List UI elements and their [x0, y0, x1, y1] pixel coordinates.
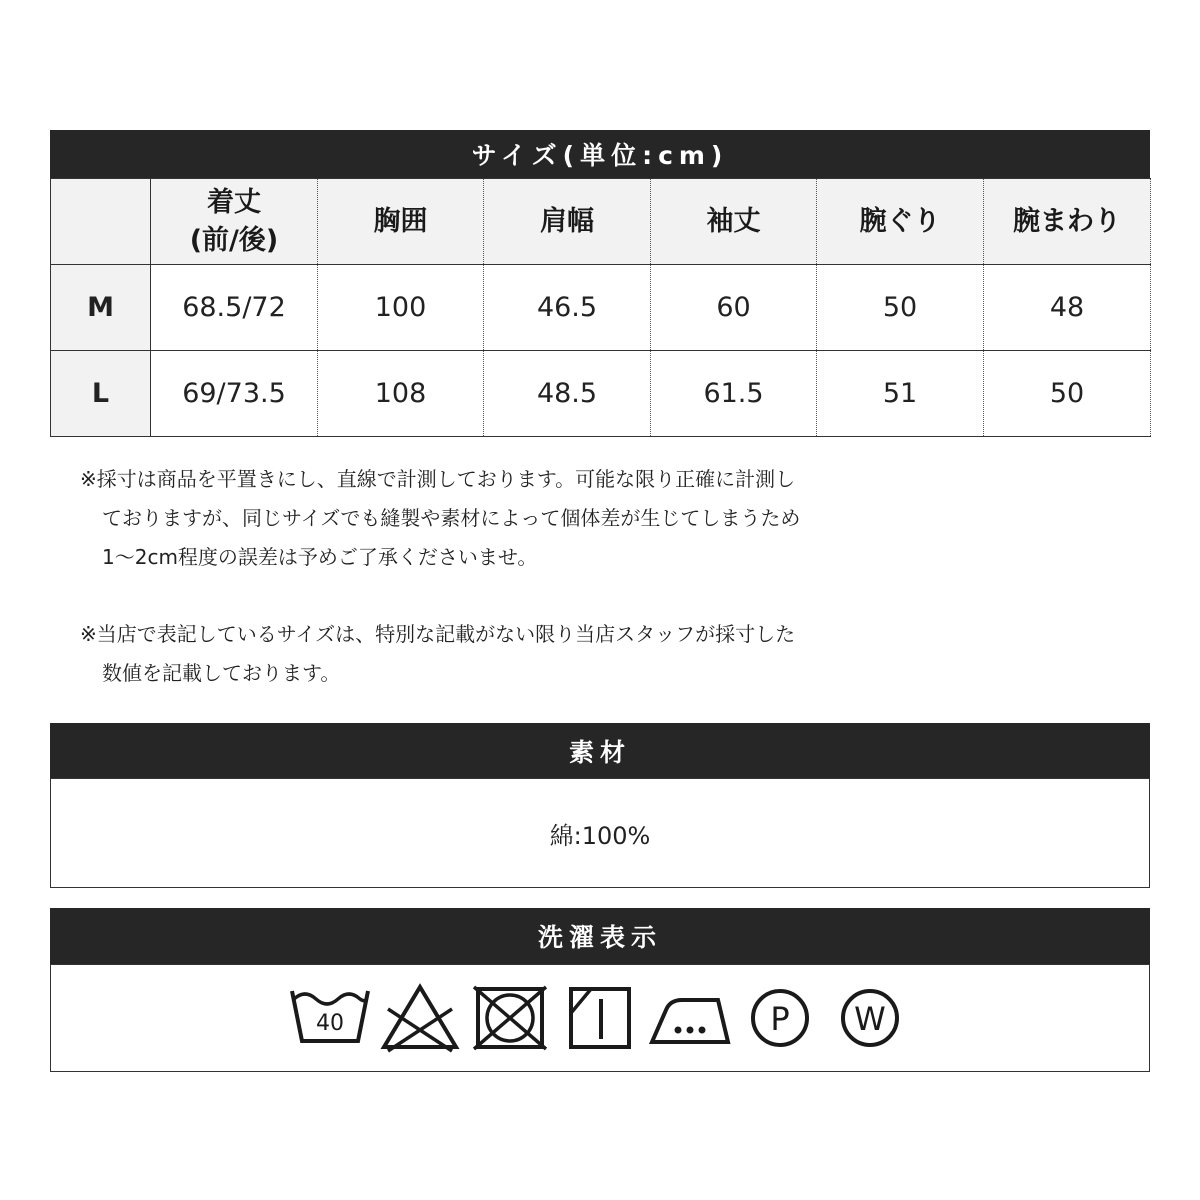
table-cell: 46.5 [484, 265, 651, 351]
table-row [51, 351, 1151, 437]
care-section-title [50, 908, 1150, 964]
column-header-line1: 胸囲 [373, 205, 428, 237]
care-title-text: 洗濯表示 [537, 923, 662, 952]
wet-clean-w-icon [825, 983, 915, 1053]
no-tumble-dry-icon [465, 983, 555, 1053]
table-cell: 51 [817, 351, 984, 437]
column-header-line1: 腕まわり [1013, 205, 1121, 237]
table-cell: 69/73.5 [151, 351, 318, 437]
column-header-line1: 袖丈 [706, 205, 761, 237]
column-header-shoulder [484, 179, 651, 265]
table-header-row [51, 179, 1151, 265]
table-corner-cell [51, 179, 151, 265]
note-line: 1〜2cm程度の誤差は予めご了承くださいませ。 [102, 545, 538, 569]
column-header-line1: 肩幅 [540, 205, 594, 237]
column-header-length [151, 179, 318, 265]
column-header-sleeve [651, 179, 817, 265]
wet-clean-letter: W [854, 1000, 886, 1038]
table-row [51, 265, 1151, 351]
wash-40-icon [285, 983, 375, 1053]
table-cell: 61.5 [651, 351, 817, 437]
table-cell: 60 [651, 265, 817, 351]
material-text: 綿:100% [549, 821, 651, 850]
line-dry-shade-icon [555, 983, 645, 1053]
note-line: ※採寸は商品を平置きにし、直線で計測しております。可能な限り正確に計測し [80, 467, 796, 491]
column-header-line2: (前/後) [189, 224, 279, 256]
table-cell: 108 [318, 351, 484, 437]
table-cell: 100 [318, 265, 484, 351]
material-section-title [50, 723, 1150, 778]
care-icons-row [51, 965, 1149, 1071]
wash-temperature-label: 40 [316, 1011, 344, 1036]
column-header-line1: 着丈 [207, 186, 261, 218]
table-cell: 48.5 [484, 351, 651, 437]
column-header-chest [318, 179, 484, 265]
table-cell: 68.5/72 [151, 265, 318, 351]
size-table [50, 178, 1151, 437]
no-bleach-icon [375, 983, 465, 1053]
note-line: ※当店で表記しているサイズは、特別な記載がない限り当店スタッフが採寸した [80, 622, 796, 646]
measurement-note [80, 460, 800, 577]
column-header-arm-circumference [984, 179, 1151, 265]
row-size-label: M [51, 265, 151, 351]
dry-clean-letter: P [770, 1000, 790, 1038]
size-section-title [50, 130, 1150, 178]
size-label-note [80, 615, 795, 693]
material-title-text: 素材 [568, 737, 631, 767]
care-box [50, 964, 1150, 1072]
table-cell: 48 [984, 265, 1151, 351]
column-header-line1: 腕ぐり [859, 205, 941, 237]
table-cell: 50 [817, 265, 984, 351]
size-title-text: サイズ(単位:cm) [471, 141, 729, 170]
column-header-armhole [817, 179, 984, 265]
note-line: ておりますが、同じサイズでも縫製や素材によって個体差が生じてしまうため [102, 506, 801, 530]
material-box [50, 778, 1150, 888]
dry-clean-p-icon [735, 983, 825, 1053]
row-size-label: L [51, 351, 151, 437]
table-cell: 50 [984, 351, 1151, 437]
iron-low-icon [645, 983, 735, 1053]
note-line: 数値を記載しております。 [102, 661, 341, 685]
